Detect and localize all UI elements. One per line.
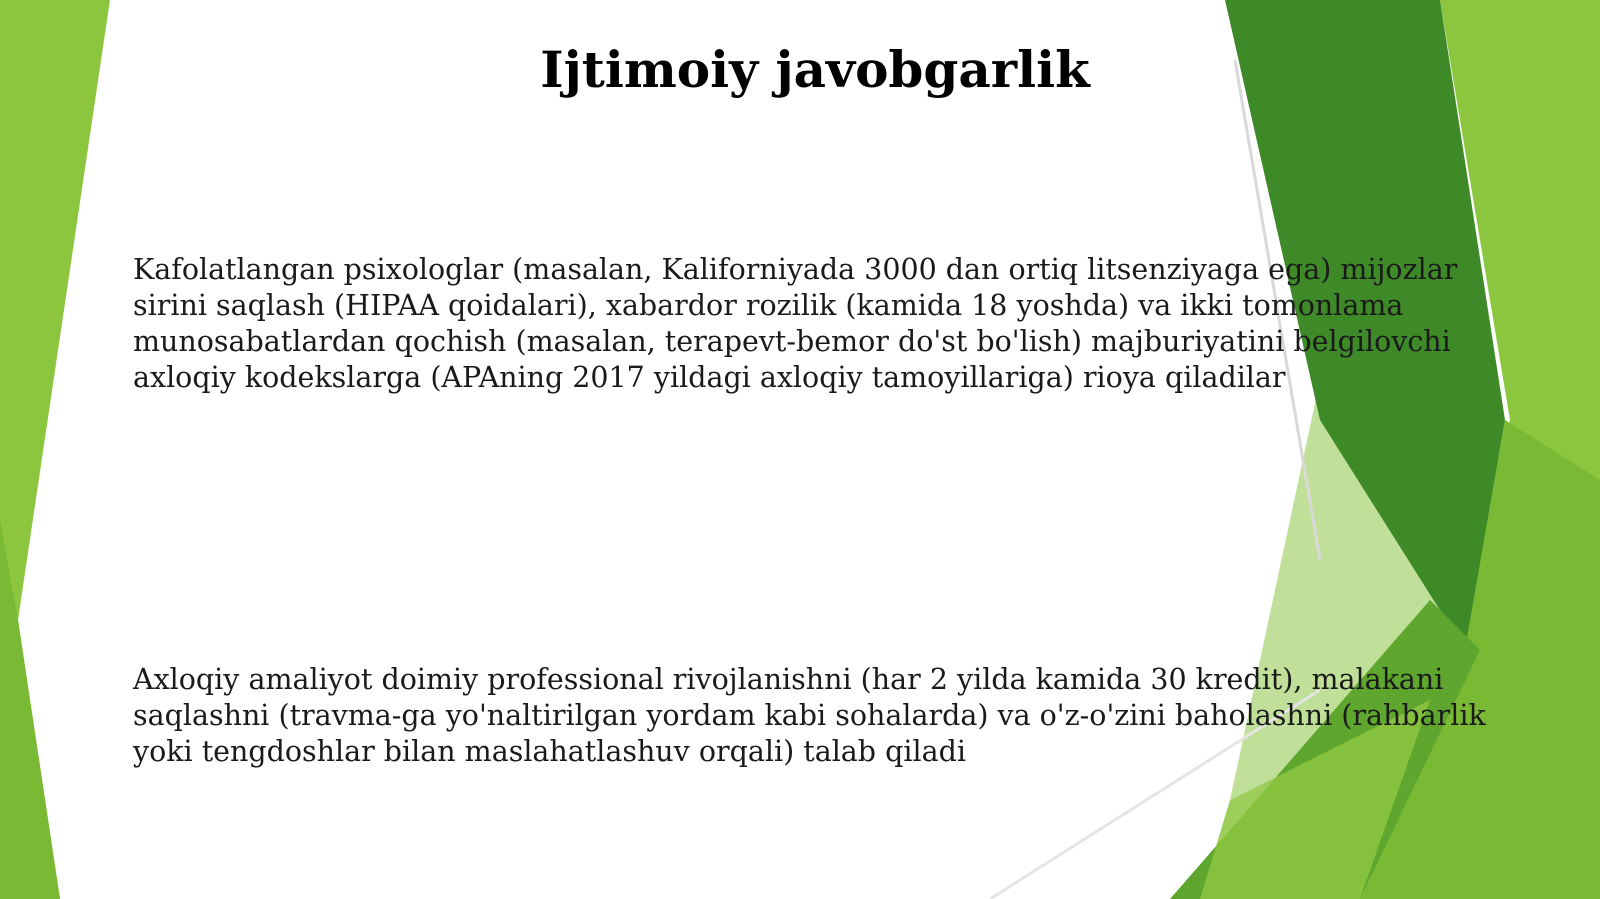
slide-title: Ijtimoiy javobgarlik (540, 40, 1090, 99)
body-paragraph-1: Kafolatlangan psixologlar (masalan, Kaliforniyada 3000 dan ortiq litsenziyaga ega) mijozlar sirini saqlash (HIPAA qoidalari), xabardor rozilik (kamida 18 yoshda) va ikki tomonlama munosabatlardan qochish (masalan, terapevt-bemor do'st bo'lish) majburiyatini belgilovchi axloqiy kodekslarga (APAning 2017 yildagi axloqiy tamoyillariga) rioya qiladilar (133, 253, 1458, 394)
body-paragraph-2: Axloqiy amaliyot doimiy professional rivojlanishni (har 2 yilda kamida 30 kredit), malakani saqlashni (travma-ga yo'naltirilgan yordam kabi sohalarda) va o'z-o'zini baholashni (rahbarlik yoki tengdoshlar bilan maslahatlashuv orqali) talab qiladi (133, 663, 1486, 768)
left-green-shade (0, 520, 60, 899)
